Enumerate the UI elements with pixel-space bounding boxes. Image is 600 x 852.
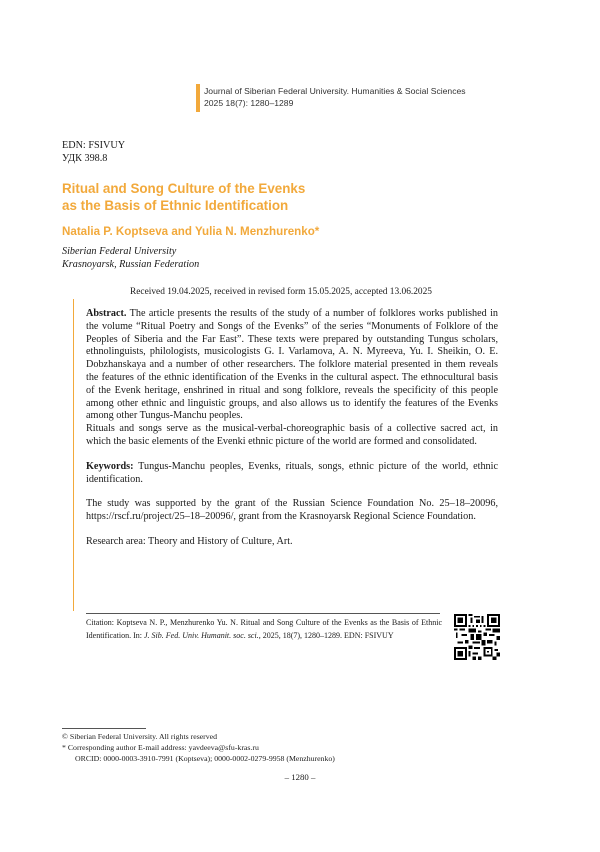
affiliation: [62, 245, 199, 271]
footnotes: [62, 731, 335, 764]
citation-label: Citation:: [86, 618, 114, 627]
citation-journal: J. Sib. Fed. Univ. Humanit. soc. sci.,: [143, 630, 261, 640]
journal-header: [204, 85, 466, 109]
article-title: [62, 180, 305, 214]
citation: [86, 617, 442, 642]
journal-name: Journal of Siberian Federal University. Humanities & Social Sciences: [204, 86, 466, 96]
orcid-note: ORCID: 0000-0003-3910-7991 (Koptseva); 0000-0002-0279-9958 (Menzhurenko): [75, 754, 335, 763]
abstract-label: Abstract.: [86, 308, 127, 319]
abstract-block: [86, 308, 498, 549]
abstract-paragraph-2: Rituals and songs serve as the musical-verbal-choreographic basis of a collective sacred act, in which the basic elements of the Evenki ethnic picture of the world are formed and consolidated.: [86, 423, 498, 447]
footnote-rule: [62, 728, 146, 729]
title-line-1: Ritual and Song Culture of the Evenks: [62, 181, 306, 196]
abstract-paragraph: [86, 308, 498, 423]
abstract-text: The article presents the results of the study of a number of folklores works published in the volume “Ritual Poetry and Songs of the Evenks” of the series “Monuments of Folklore of the Peoples of Siberia and the Far East”. These texts were prepared by outstanding Tungus scholars, ethnolinguists, philologists, musicologists G. I. Varlamova, A. N. Myreeva, Yu. I. Sheikin, O. E. Dobzhanskaya and a number of other researchers. The folklore material presented in them reveals the features of the ethnic identification of the Evenks in the cultural aspect. The ethnocultural basis of the Evenk heritage, enshrined in ritual and song folklore, reveals the specificity of this people among other ethnic and linguistic groups, and also allows us to identify the features of the Evenks among other Tungus-Manchu peoples.: [86, 308, 498, 422]
affiliation-city: Krasnoyarsk, Russian Federation: [62, 259, 200, 270]
journal-issue: 2025 18(7): 1280–1289: [204, 98, 294, 108]
abstract-rule: [73, 299, 74, 611]
research-area: Research area: Theory and History of Culture, Art.: [86, 535, 293, 547]
corresponding-author-note: * Corresponding author E-mail address: yavdeeva@sfu-kras.ru: [62, 743, 259, 752]
keywords-text: Tungus-Manchu peoples, Evenks, rituals, songs, ethnic picture of the world, ethnic identification.: [86, 460, 498, 485]
edn-code: EDN: FSIVUY: [62, 140, 126, 151]
keywords: [86, 461, 498, 487]
title-line-2: as the Basis of Ethnic Identification: [62, 198, 289, 213]
funding-statement: The study was supported by the grant of the Russian Science Foundation No. 25–18–20096, https://rscf.ru/project/25–18–20096/, grant from the Krasnoyarsk Regional Science Foundation.: [86, 498, 498, 523]
authors: Natalia P. Koptseva and Yulia N. Menzhurenko*: [62, 225, 320, 238]
article-meta: [62, 140, 125, 165]
keywords-label: Keywords:: [86, 460, 134, 472]
received-dates: Received 19.04.2025, received in revised form 15.05.2025, accepted 13.06.2025: [130, 287, 432, 297]
affiliation-university: Siberian Federal University: [62, 246, 177, 257]
page-number: – 1280 –: [284, 772, 316, 782]
journal-accent-bar: [196, 84, 200, 112]
citation-rule: [86, 613, 440, 614]
udk-code: УДК 398.8: [62, 152, 108, 164]
citation-text-2: 2025, 18(7), 1280–1289. EDN: FSIVUY: [262, 630, 394, 640]
citation-text: Koptseva N. P., Menzhurenko Yu. N. Ritual and Song Culture of the Evenks as the Basis of Ethnic Identification. In:: [86, 618, 443, 640]
copyright-note: © Siberian Federal University. All rights reserved: [62, 732, 218, 741]
qr-code-icon: [454, 614, 500, 660]
